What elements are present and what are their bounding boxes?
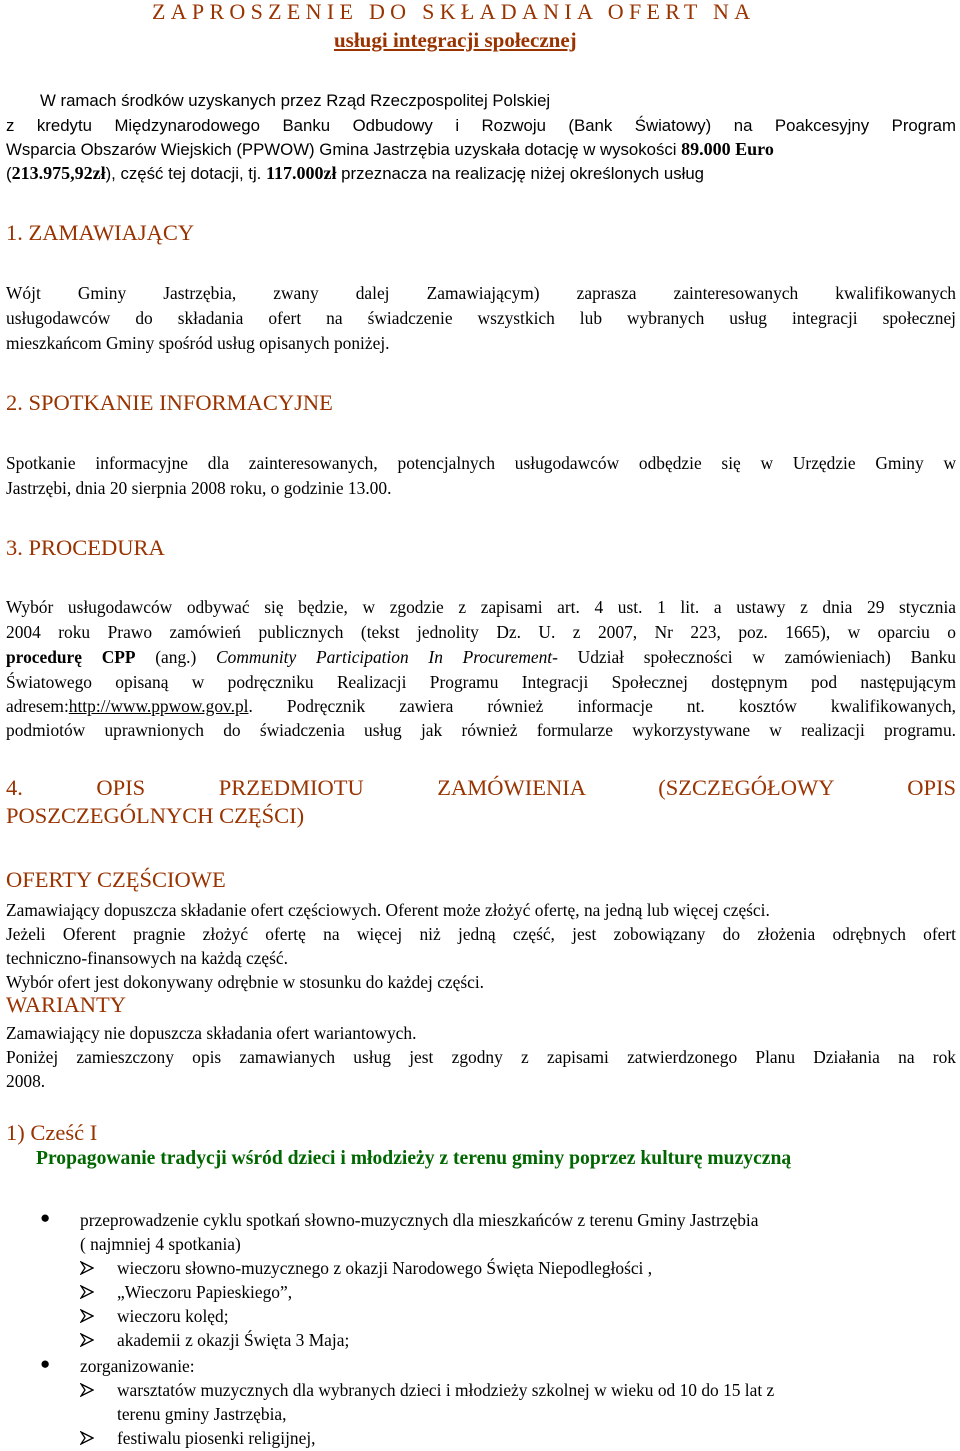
part-1-subheading: Propagowanie tradycji wśród dzieci i młodzieży z terenu gminy poprzez kulturę muzyczną	[36, 1148, 792, 1169]
bullet-1-item-4: akademii z okazji Święta 3 Maja;	[117, 1330, 350, 1350]
bullet-2-line-1: zorganizowanie:	[80, 1356, 195, 1376]
bullet-1-item-2: „Wieczoru Papieskiego”,	[117, 1282, 293, 1302]
intro-amount-pln: 213.975,92zł	[11, 163, 106, 183]
section-4-heading-line-1: 4. OPIS PRZEDMIOTU ZAMÓWIENIA (SZCZEGÓŁOWY OPIS	[6, 775, 956, 800]
intro-line-4	[6, 163, 704, 184]
intro-line-3	[6, 139, 956, 160]
section-3-line-3	[6, 645, 956, 670]
section-3-line-5	[6, 694, 956, 719]
intro-line-1: W ramach środków uzyskanych przez Rząd Rzeczpospolitej Polskiej	[40, 91, 551, 110]
bullet-1-line-1: przeprowadzenie cyklu spotkań słowno-muzycznych dla mieszkańców z terenu Gminy Jastrzębia	[80, 1210, 759, 1230]
bullet-2-item-1-line-2: terenu gminy Jastrzębia,	[117, 1404, 287, 1424]
partial-offers-line-1: Zamawiający dopuszcza składanie ofert częściowych. Oferent może złożyć ofertę, na jedną lub więcej części.	[6, 900, 770, 920]
variants-line-3: 2008.	[6, 1071, 46, 1091]
part-1-heading: 1) Cześć I	[6, 1120, 98, 1145]
procedure-line-3-end: - Udział społeczności w zamówieniach) Banku	[552, 647, 956, 667]
section-1-heading: 1. ZAMAWIAJĄCY	[6, 220, 195, 245]
section-2-line-1: Spotkanie informacyjne dla zainteresowanych, potencjalnych usługodawców odbędzie się w Urzędzie Gminy w	[6, 453, 956, 473]
partial-offers-line-3: techniczno-finansowych na każdą część.	[6, 948, 288, 968]
section-3-line-6: podmiotów uprawnionych do świadczenia usług jak również formularze wykorzystywane w realizacji programu.	[6, 720, 956, 740]
bullet-1-item-3: wieczoru kolęd;	[117, 1306, 229, 1326]
arrow-bullet-icon	[80, 1285, 94, 1299]
variants-heading: WARIANTY	[6, 992, 126, 1017]
bullet-2-item-2: festiwalu piosenki religijnej,	[117, 1428, 316, 1448]
intro-line-4-end: przeznacza na realizację niżej określonych usług	[336, 164, 705, 183]
procedure-line-5-end: . Podręcznik zawiera również informacje nt. kosztów kwalifikowanych,	[248, 696, 956, 716]
procedure-lang: (ang.)	[135, 647, 217, 667]
bullet-2-item-1-line-1: warsztatów muzycznych dla wybranych dzieci i młodzieży szkolnej w wieku od 10 do 15 lat z	[117, 1380, 775, 1400]
intro-amount-euro: 89.000 Euro	[681, 139, 774, 159]
bullet-dot-2: ●	[40, 1354, 51, 1373]
section-2-line-2: Jastrzębi, dnia 20 sierpnia 2008 roku, o godzinie 13.00.	[6, 478, 392, 498]
document-title: ZAPROSZENIE DO SKŁADANIA OFERT NA	[152, 0, 756, 24]
section-3-heading: 3. PROCEDURA	[6, 535, 165, 560]
partial-offers-line-2: Jeżeli Oferent pragnie złożyć ofertę na więcej niż jedną część, jest zobowiązany do złożenia odrębnych ofert	[6, 924, 956, 944]
intro-line-4-text: ), część tej dotacji, tj.	[105, 164, 266, 183]
document-subtitle: usługi integracji społecznej	[334, 28, 577, 52]
section-1-line-2: usługodawców do składania ofert na świadczenie wszystkich lub wybranych usług integracji społecznej	[6, 308, 956, 328]
variants-line-1: Zamawiający nie dopuszcza składania ofert wariantowych.	[6, 1023, 417, 1043]
arrow-bullet-icon	[80, 1431, 94, 1445]
partial-offers-line-4: Wybór ofert jest dokonywany odrębnie w stosunku do każdej części.	[6, 972, 485, 992]
section-1-line-3: mieszkańcom Gminy spośród usług opisanych poniżej.	[6, 333, 390, 353]
section-1-line-1: Wójt Gminy Jastrzębia, zwany dalej Zamawiającym) zaprasza zainteresowanych kwalifikowanych	[6, 283, 956, 303]
bullet-dot-1: ●	[40, 1208, 51, 1227]
bullet-1-line-2: ( najmniej 4 spotkania)	[80, 1234, 241, 1254]
bullet-1-item-1: wieczoru słowno-muzycznego z okazji Narodowego Święta Niepodległości ,	[117, 1258, 653, 1278]
section-4-heading-line-2: POSZCZEGÓLNYCH CZĘŚCI)	[6, 803, 305, 828]
procedure-address-label: adresem:	[6, 696, 69, 716]
arrow-bullet-icon	[80, 1309, 94, 1323]
intro-line-3-text: Wsparcia Obszarów Wiejskich (PPWOW) Gmina Jastrzębia uzyskała dotację w wysokości	[6, 140, 682, 159]
intro-paren: (	[6, 164, 12, 183]
procedure-cpp-full: Community Participation In Procurement	[216, 647, 553, 667]
partial-offers-heading: OFERTY CZĘŚCIOWE	[6, 867, 226, 892]
arrow-bullet-icon	[80, 1383, 94, 1397]
intro-amount-allocated: 117.000zł	[266, 163, 337, 183]
procedure-cpp: procedurę CPP	[6, 647, 136, 667]
section-2-heading: 2. SPOTKANIE INFORMACYJNE	[6, 390, 333, 415]
variants-line-2: Poniżej zamieszczony opis zamawianych usług jest zgodny z zapisami zatwierdzonego Planu Działania na rok	[6, 1047, 956, 1067]
arrow-bullet-icon	[80, 1261, 94, 1275]
section-3-line-1: Wybór usługodawców odbywać się będzie, w zgodzie z zapisami art. 4 ust. 1 lit. a ustawy z dnia 29 stycznia	[6, 597, 956, 617]
arrow-bullet-icon	[80, 1333, 94, 1347]
section-3-line-4: Światowego opisaną w podręczniku Realizacji Programu Integracji Społecznej dostępnym pod następującym	[6, 672, 956, 692]
procedure-link[interactable]: http://www.ppwow.gov.pl	[68, 696, 249, 716]
intro-line-2: z kredytu Międzynarodowego Banku Odbudowy i Rozwoju (Bank Światowy) na Poakcesyjny Program	[6, 116, 956, 135]
section-3-line-2: 2004 roku Prawo zamówień publicznych (tekst jednolity Dz. U. z 2007, Nr 223, poz. 1665), w oparciu o	[6, 622, 956, 642]
